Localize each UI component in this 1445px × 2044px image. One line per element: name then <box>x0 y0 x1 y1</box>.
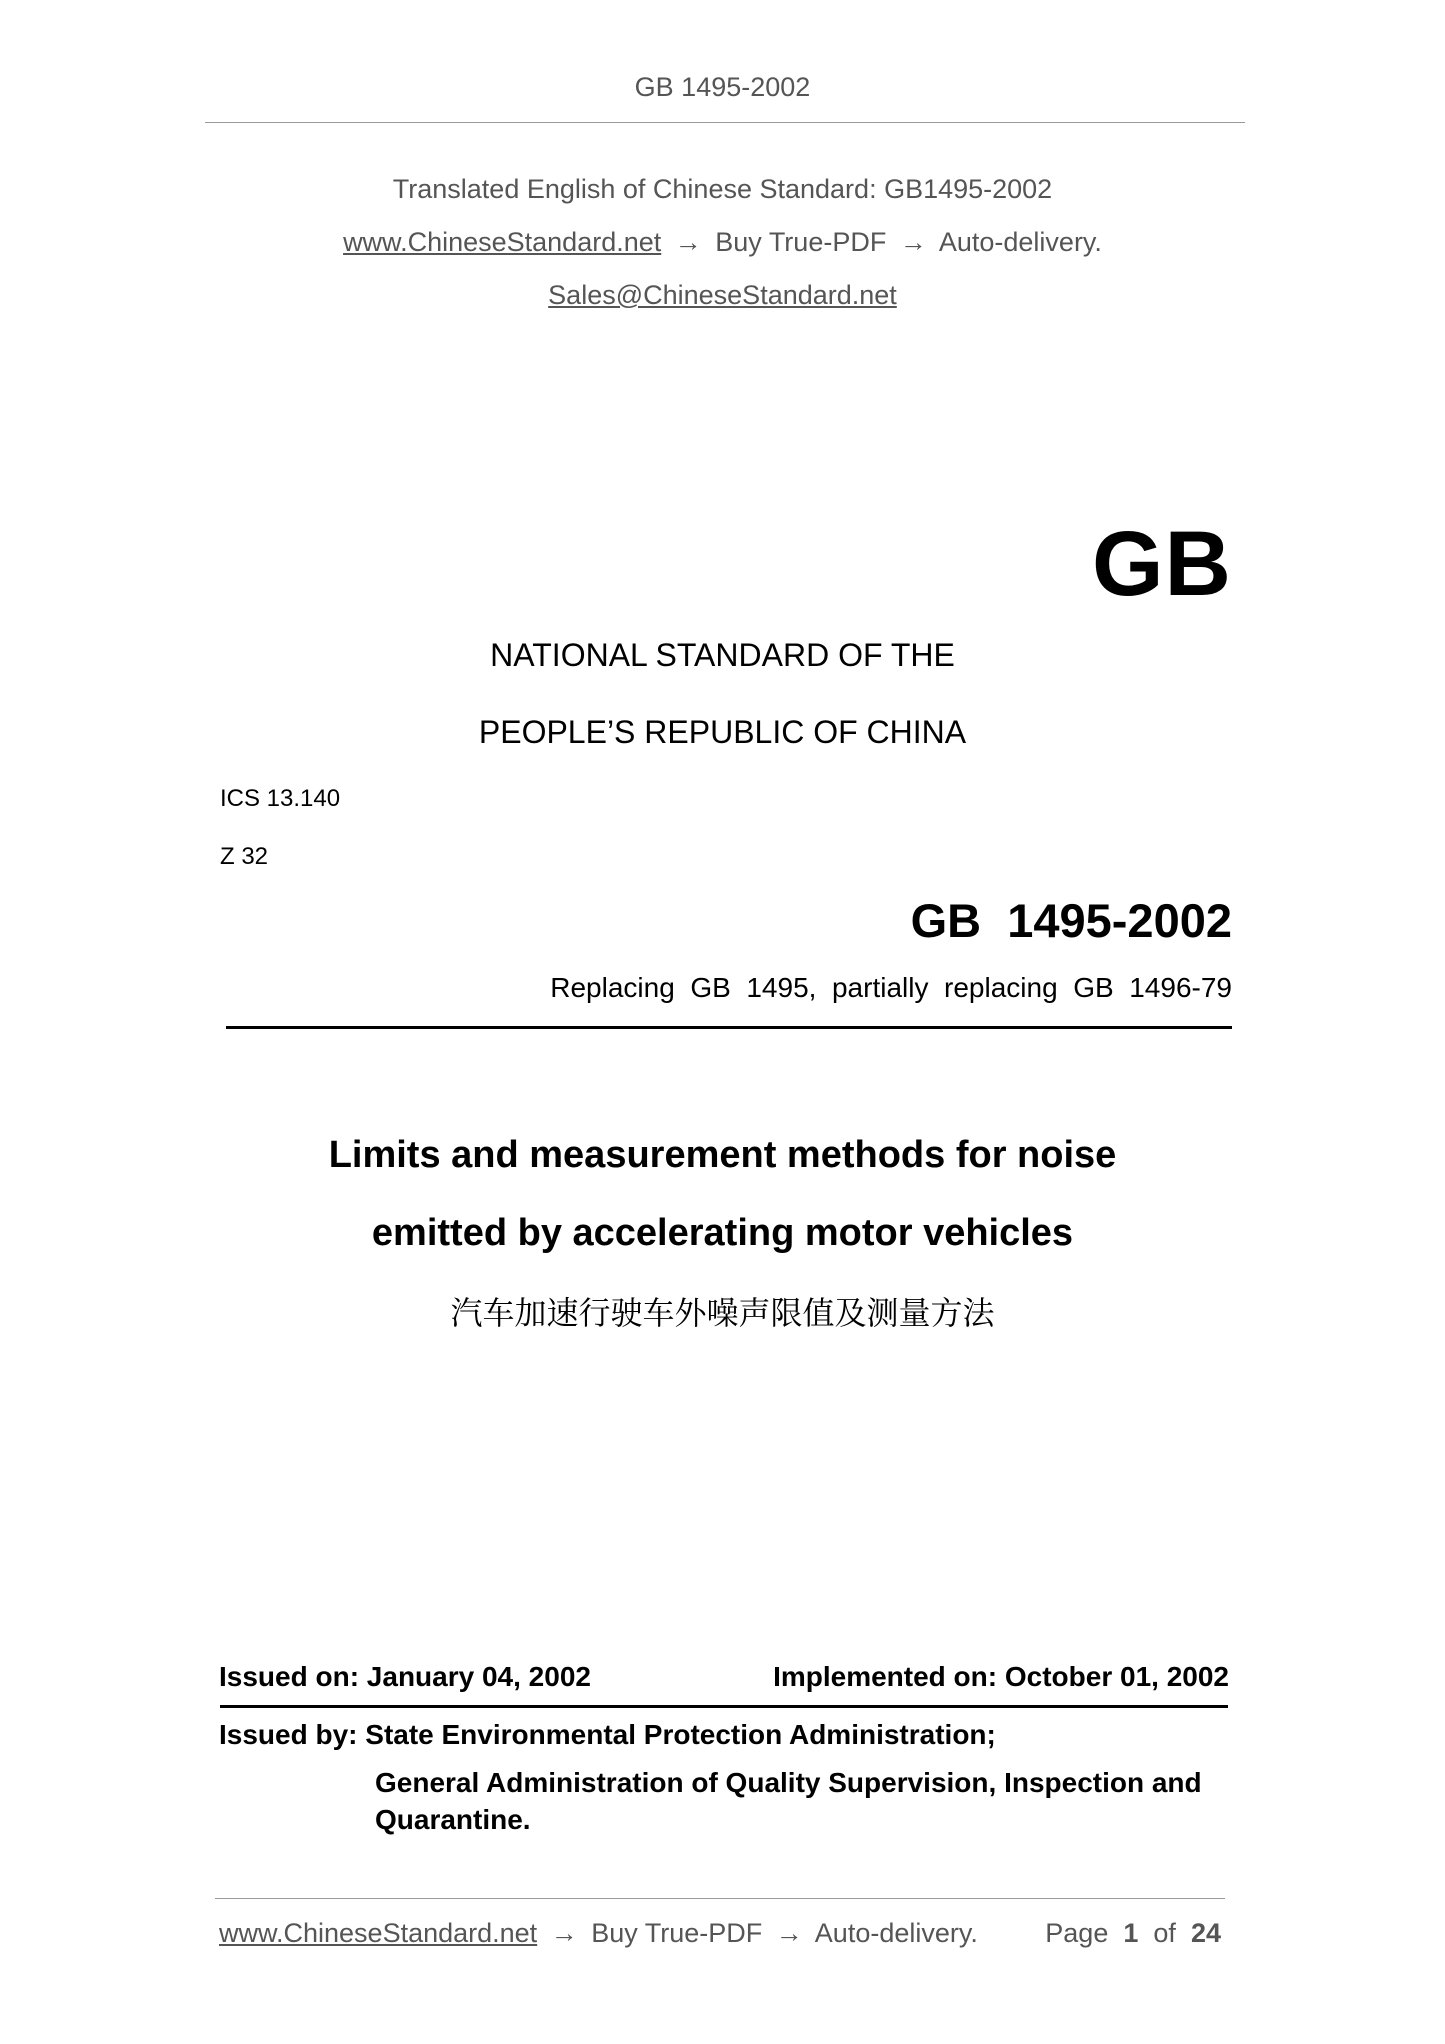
sales-email-link[interactable]: Sales@ChineseStandard.net <box>548 280 897 310</box>
national-standard-line1: NATIONAL STANDARD OF THE <box>490 637 955 673</box>
page-total: 24 <box>1190 1918 1221 1948</box>
arrow-icon: → <box>899 227 927 257</box>
footer-divider <box>215 1898 1225 1899</box>
issued-on: Issued on: January 04, 2002 <box>219 1661 591 1692</box>
arrow-icon: → <box>775 1918 803 1948</box>
footer-auto-text: Auto-delivery. <box>814 1918 978 1948</box>
title-line1: Limits and measurement methods for noise <box>328 1134 1117 1176</box>
replacing-note: Replacing GB 1495, partially replacing GB 1496-79 <box>550 972 1232 1003</box>
issued-by-line2: General Administration of Quality Supervision, Inspection and <box>375 1767 1202 1798</box>
ics-code: ICS 13.140 <box>220 785 341 812</box>
header-site-link[interactable]: www.ChineseStandard.net <box>343 227 662 257</box>
number-divider <box>226 1026 1232 1029</box>
implemented-on: Implemented on: October 01, 2002 <box>773 1661 1229 1692</box>
header-buy-text: Buy True-PDF <box>715 227 887 257</box>
title-line2: emitted by accelerating motor vehicles <box>371 1212 1074 1254</box>
footer-site-link[interactable]: www.ChineseStandard.net <box>219 1918 538 1948</box>
header-purchase-line <box>0 227 1445 258</box>
gb-logo: GB <box>1092 513 1232 615</box>
page-number: 1 <box>1123 1918 1139 1948</box>
footer-purchase-line <box>219 1918 978 1949</box>
arrow-icon: → <box>674 227 702 257</box>
dates-divider <box>220 1705 1228 1708</box>
page-label: Page <box>1045 1918 1109 1948</box>
arrow-icon: → <box>550 1918 578 1948</box>
standard-number: GB 1495-2002 <box>910 894 1232 947</box>
title-chinese: 汽车加速行驶车外噪声限值及测量方法 <box>450 1294 995 1332</box>
page-indicator <box>1045 1918 1221 1949</box>
email-line <box>0 280 1445 311</box>
of-label: of <box>1153 1918 1176 1948</box>
national-standard-line2: PEOPLE’S REPUBLIC OF CHINA <box>478 714 967 750</box>
footer-buy-text: Buy True-PDF <box>591 1918 763 1948</box>
ccs-code: Z 32 <box>220 843 269 870</box>
header-auto-text: Auto-delivery. <box>938 227 1102 257</box>
issued-by-line3: Quarantine. <box>375 1804 531 1835</box>
running-header: GB 1495-2002 <box>634 72 811 102</box>
header-divider <box>205 122 1245 123</box>
issued-by-line1: Issued by: State Environmental Protection Administration; <box>219 1719 996 1750</box>
translation-note: Translated English of Chinese Standard: GB1495-2002 <box>392 174 1053 204</box>
